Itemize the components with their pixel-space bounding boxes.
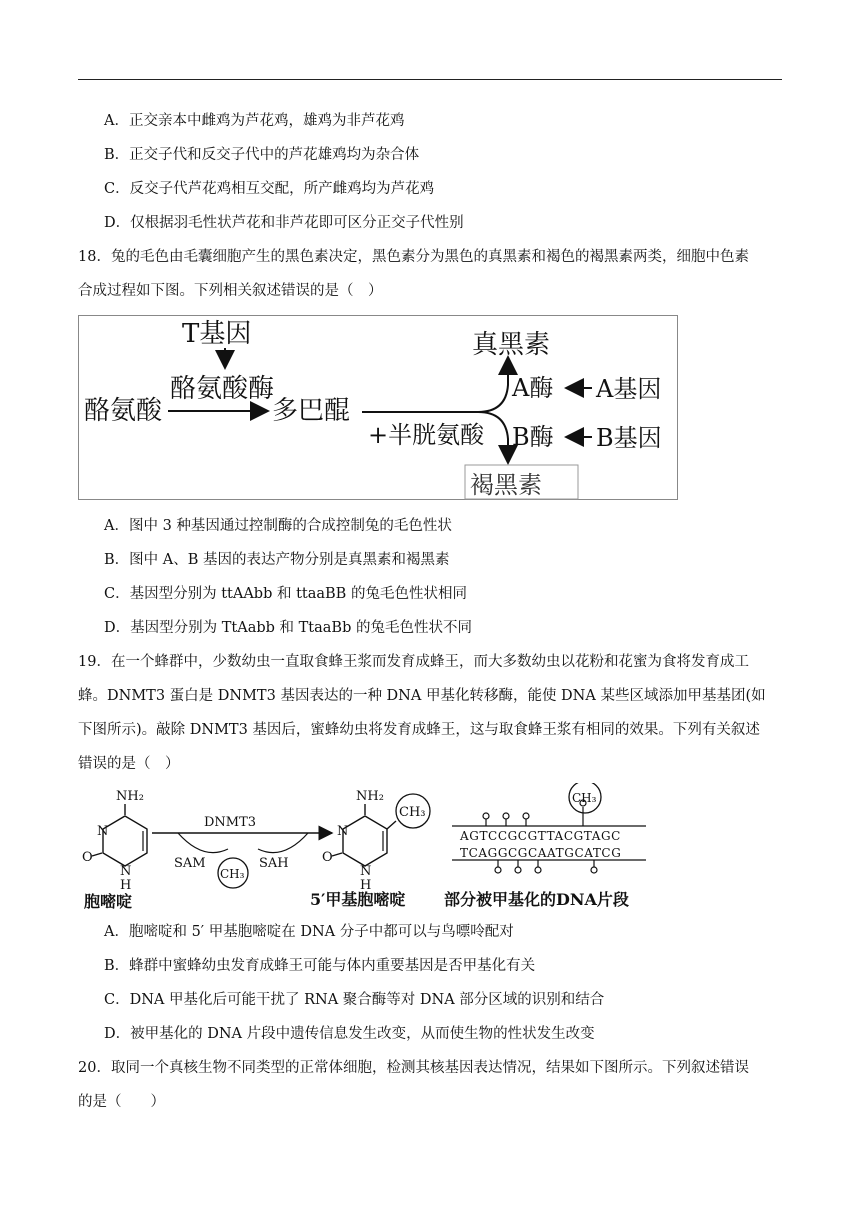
a-gene-label: A基因 — [596, 375, 662, 403]
methylcytosine-o: O — [322, 850, 333, 865]
dna-strand-bottom: TCAGGCGCAATGCATCG — [460, 846, 622, 860]
substrate-label: 酪氨酸 — [84, 396, 163, 426]
q18-option-c: C．基因型分别为 ttAAbb 和 ttaaBB 的兔毛色性状相同 — [104, 586, 467, 602]
methylcytosine-structure — [322, 789, 430, 893]
q17-option-d: D．仅根据羽毛性状芦花和非芦花即可区分正交子代性别 — [104, 215, 464, 231]
q19-option-b: B．蜂群中蜜蜂幼虫发育成蜂王可能与体内重要基因是否甲基化有关 — [104, 958, 536, 974]
cytosine-o: O — [82, 850, 93, 865]
cytosine-nh2: NH₂ — [116, 789, 144, 804]
methylcytosine-caption: 5′甲基胞嘧啶 — [310, 890, 406, 909]
pigment-pathway-figure — [78, 315, 678, 500]
methylcytosine-nh2: NH₂ — [356, 789, 384, 804]
eumelanin-label: 真黑素 — [472, 330, 551, 360]
sam-label: SAM — [174, 856, 206, 871]
q19-option-a: A．胞嘧啶和 5′ 甲基胞嘧啶在 DNA 分子中都可以与鸟嘌呤配对 — [104, 924, 514, 940]
product-label: 多巴醌 — [272, 396, 351, 426]
ch3-label-dna: CH₃ — [572, 791, 597, 805]
cytosine-n1: N — [120, 864, 132, 879]
q19-stem-line3: 下图所示)。敲除 DNMT3 基因后，蜜蜂幼虫将发育成蜂王，这与取食蜂王浆有相同的效果。下列有关叙述 — [78, 722, 760, 738]
dna-methylation-figure — [78, 783, 658, 913]
methylcytosine-n3: N — [337, 824, 349, 839]
b-gene-label: B基因 — [596, 424, 662, 452]
sah-label: SAH — [259, 856, 289, 871]
q17-option-c: C．反交子代芦花鸡相互交配，所产雌鸡均为芦花鸡 — [104, 181, 435, 197]
ch3-label-methyl: CH₃ — [399, 805, 426, 820]
pheomelanin-label: 褐黑素 — [470, 471, 542, 499]
q19-stem-line1: 19．在一个蜂群中，少数幼虫一直取食蜂王浆而发育成蜂王，而大多数幼虫以花粉和花蜜为食将发育成工 — [78, 654, 749, 670]
q18-option-d: D．基因型分别为 TtAabb 和 TtaaBb 的兔毛色性状不同 — [104, 620, 472, 636]
cytosine-structure — [82, 789, 147, 893]
dna-caption: 部分被甲基化的DNA片段 — [444, 890, 629, 909]
q20-stem-line1: 20．取同一个真核生物不同类型的正常体细胞，检测其核基因表达情况，结果如下图所示。下列叙述错误 — [78, 1060, 749, 1076]
t-gene-label: T基因 — [182, 319, 252, 349]
cytosine-n3: N — [97, 824, 109, 839]
ch3-label-reagent: CH₃ — [220, 867, 245, 881]
q18-stem-line2: 合成过程如下图。下列相关叙述错误的是（ ） — [78, 283, 383, 299]
dna-strand-top: AGTCCGCGTTACGTAGC — [460, 829, 621, 843]
q17-option-b: B．正交子代和反交子代中的芦花雄鸡均为杂合体 — [104, 147, 420, 163]
dnmt3-label: DNMT3 — [204, 815, 257, 830]
q20-stem-line2: 的是（ ） — [78, 1094, 165, 1110]
q18-option-b: B．图中 A、B 基因的表达产物分别是真黑素和褐黑素 — [104, 552, 450, 568]
q19-option-c: C．DNA 甲基化后可能干扰了 RNA 聚合酶等对 DNA 部分区域的识别和结合 — [104, 992, 605, 1008]
cofactor-label: +半胱氨酸 — [368, 421, 485, 449]
a-enzyme-label: A酶 — [512, 374, 554, 402]
cytosine-h: H — [120, 878, 132, 893]
q19-stem-line4: 错误的是（ ） — [78, 756, 180, 772]
q19-stem-line2: 蜂。DNMT3 蛋白是 DNMT3 基因表达的一种 DNA 甲基化转移酶，能使 DNA 某些区域添加甲基基团(如 — [78, 688, 766, 704]
b-enzyme-label: B酶 — [512, 423, 554, 451]
q19-option-d: D．被甲基化的 DNA 片段中遗传信息发生改变，从而使生物的性状发生改变 — [104, 1026, 595, 1042]
dna-fragment — [452, 783, 646, 873]
methylcytosine-h: H — [360, 878, 372, 893]
enzyme-label: 酪氨酸酶 — [170, 374, 275, 404]
q18-option-a: A．图中 3 种基因通过控制酶的合成控制兔的毛色性状 — [104, 518, 452, 534]
header-rule — [78, 79, 782, 80]
q17-option-a: A．正交亲本中雌鸡为芦花鸡，雄鸡为非芦花鸡 — [104, 113, 405, 129]
q18-stem-line1: 18．兔的毛色由毛囊细胞产生的黑色素决定，黑色素分为黑色的真黑素和褐色的褐黑素两类，细胞中色素 — [78, 249, 749, 265]
cytosine-caption: 胞嘧啶 — [84, 892, 133, 911]
methylcytosine-n1: N — [360, 864, 372, 879]
